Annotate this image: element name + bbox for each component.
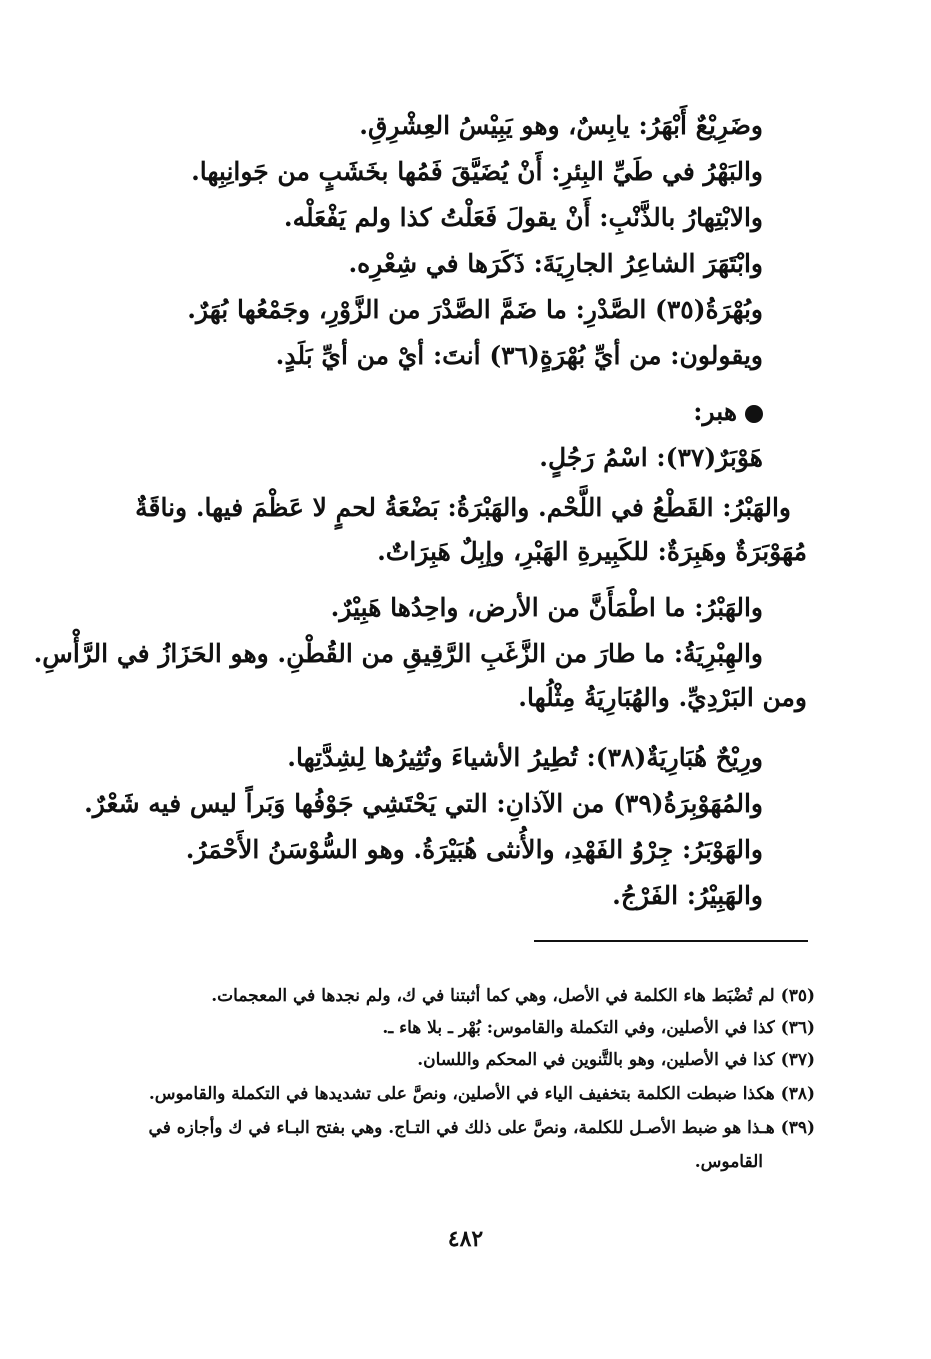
text-line: والهَبْرُ: القَطْعُ في اللَّحْم. والهَبْرَةُ: بَضْعَةُ لحمٍ لا عَظْمَ فيها. وناقَةٌ: [135, 493, 791, 522]
text-line: وضَرِيْعٌ أَبْهَرُ: يابِسٌ، وهو يَبِيْسُ العِشْرِقِ.: [359, 111, 763, 140]
footnote: القاموس.: [694, 1152, 763, 1172]
section-heading: [693, 392, 763, 432]
text-line: ومن البَرْدِيِّ. والهُبَارِيَةُ مِثْلُها.: [518, 683, 807, 712]
text-line: وابْتَهَرَ الشاعِرُ الجارِيَةَ: ذَكَرَها في شِعْرِه.: [348, 249, 763, 278]
text-line: وبُهْرَةُ(٣٥) الصَّدْرِ: ما ضَمَّ الصَّدْرَ من الزَّوْرِ، وجَمْعُها بُهَرٌ.: [187, 295, 763, 324]
footnote: (٣٥) لم تُضْبَط هاء الكلمة في الأصل، وهي كما أثبتنا في ك، ولم نجدها في المعجمات.: [211, 986, 815, 1006]
footnote: (٣٧) كذا في الأصلين، وهو بالتَّنوين في المحكم واللسان.: [417, 1050, 815, 1070]
text-line: والابْتِهارُ بالذَّنْبِ: أَنْ يقولَ فَعَلْتُ كذا ولم يَفْعَلْه.: [283, 203, 763, 232]
text-line: مُهَوْبَرَةٌ وهَبِرَةٌ: للكَبِيرةِ الهَبْرِ، وإبِلٌ هَبِرَاتٌ.: [377, 537, 807, 566]
text-line: والهَبْرُ: ما اطْمَأَنَّ من الأرض، واحِدُها هَبِيْرٌ.: [330, 593, 763, 622]
text-line: ورِيْحٌ هُبَارِيَةٌ(٣٨): تُطِيرُ الأشياءَ وتُثِيرُها لِشِدَّتِها.: [287, 743, 763, 772]
footnote-separator: [534, 940, 808, 942]
footnote: (٣٦) كذا في الأصلين، وفي التكملة والقاموس: بُهْر ـ بلا هاء ـ.: [382, 1018, 815, 1038]
text-line: والهَبِيْرُ: الفَرْجُ.: [612, 881, 763, 910]
text-line: والمُهَوْبِرَةُ(٣٩) من الآذانِ: التي يَحْتَشِي جَوْفُها وَبَراً ليس فيه شَعْرٌ.: [84, 789, 763, 818]
text-line: والهِبْرِيَةُ: ما طارَ من الزَّغَبِ الرَّقِيقِ من القُطْنِ. وهو الحَزَازُ في الرَّأْسِ.: [33, 639, 763, 668]
text-line: والبَهْرُ في طَيِّ البِئرِ: أَنْ يُضَيَّقَ فَمُها بخَشَبٍ من جَوانِبِها.: [191, 157, 763, 186]
text-line: هَوْبَرٌ(٣٧): اسْمُ رَجُلٍ.: [539, 443, 763, 472]
text-line: ويقولون: من أيِّ بُهْرَةٍ(٣٦) أنتَ: أيْ من أيِّ بَلَدٍ.: [275, 341, 763, 370]
footnote: (٣٨) هكذا ضبطت الكلمة بتخفيف الياء في الأصلين، ونصَّ على تشديدها في التكملة والقاموس.: [148, 1084, 815, 1104]
footnote: (٣٩) هـذا هو ضبط الأصـل للكلمة، ونصَّ على ذلك في التـاج. وهي بفتح البـاء في ك وأجازه في: [148, 1118, 815, 1138]
section-heading-label: هبر:: [693, 397, 737, 426]
bullet-icon: [745, 405, 763, 423]
text-line: والهَوْبَرُ: جِرْوُ الفَهْدِ، والأُنثى هُبَيْرَةُ. وهو السُّوْسَنُ الأَحْمَرُ.: [185, 835, 763, 864]
page-number: ٤٨٢: [447, 1226, 484, 1252]
